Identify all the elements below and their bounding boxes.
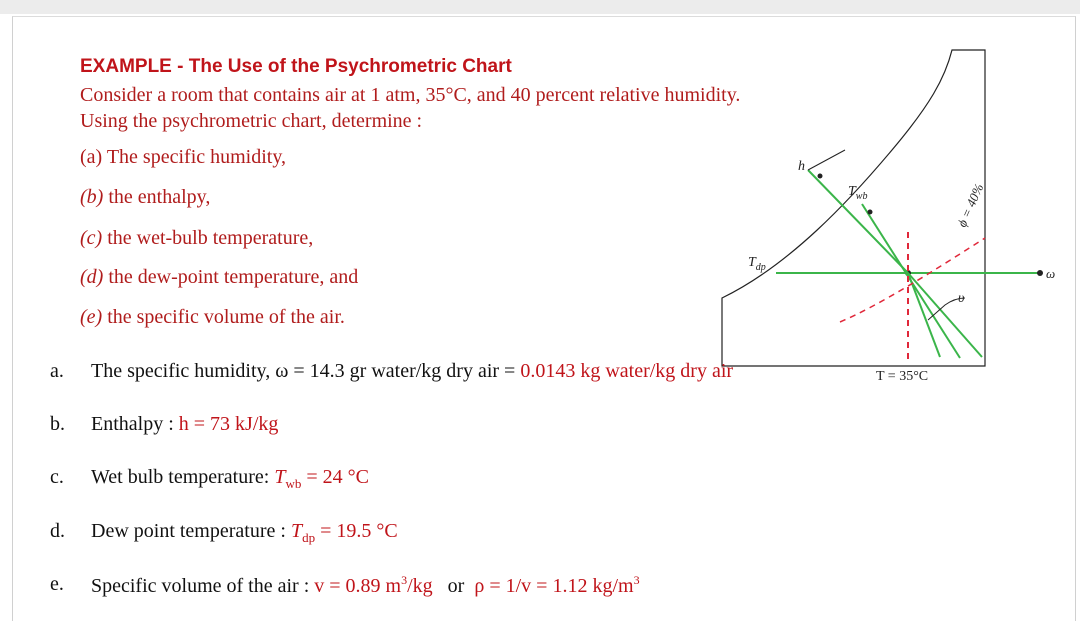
intro-line-1: Consider a room that contains air at 1 atm, 35°C, and 40 percent relative humidity. [80, 84, 741, 106]
label-v: υ [958, 291, 965, 306]
enthalpy-line [808, 170, 908, 273]
enthalpy-line-lower [908, 273, 982, 357]
answer-mark: c. [50, 466, 64, 488]
label-temperature: T = 35°C [876, 369, 929, 384]
answer-text: Dew point temperature : $T_{dp} = 19.5$ °C [91, 520, 398, 545]
part-mark: (e) [80, 306, 103, 328]
answer-text: The specific humidity, ω = 14.3 gr water/kg dry air = 0.0143 kg water/kg dry air [91, 360, 734, 382]
label-twb: $T_{wb}$ [848, 184, 868, 202]
enthalpy-leader [808, 150, 845, 170]
enthalpy-dot [818, 174, 823, 179]
answer-value-rho: ρ = 1/v = 1.12 $kg/m^3$ [474, 573, 640, 597]
part-mark: (b) [80, 186, 104, 208]
part-text: the specific volume of the air. [102, 306, 345, 328]
omega-end-dot [1037, 270, 1043, 276]
answer-value: h = 73 kJ/kg [178, 413, 279, 435]
label-phi: ϕ = 40% [954, 181, 987, 230]
chart-outline [722, 50, 985, 366]
answer-value: 0.0143 kg water/kg dry air [520, 360, 734, 382]
answer-value-v: v = 0.89 $m^3/kg$ [314, 573, 433, 597]
wet-bulb-dot [868, 210, 873, 215]
answer-mark: a. [50, 360, 64, 382]
intro-line-2: Using the psychrometric chart, determine : [80, 110, 423, 132]
label-omega: ω [1046, 266, 1056, 281]
answer-mark: b. [50, 413, 65, 435]
example-title: EXAMPLE - The Use of the Psychrometric Chart [80, 56, 512, 77]
answer-mark: e. [50, 573, 64, 595]
answer-value: $T_{wb} = 24$ °C [274, 466, 369, 491]
phi-curve [840, 238, 985, 322]
part-mark: (a) [80, 146, 103, 168]
volume-line [908, 273, 940, 357]
label-h: h [798, 159, 805, 174]
part-text: the wet-bulb temperature, [102, 227, 314, 249]
answer-mark: d. [50, 520, 65, 542]
part-text: The specific humidity, [102, 146, 287, 168]
answer-text: Specific volume of the air : v = 0.89 $m^3/kg$ or ρ = 1/v = 1.12 $kg/m^3$ [91, 573, 640, 597]
part-text: the dew-point temperature, and [103, 266, 359, 288]
part-mark: (c) [80, 227, 103, 249]
answer-text: Wet bulb temperature: $T_{wb} = 24$ °C [91, 466, 369, 491]
part-text: the enthalpy, [103, 186, 211, 208]
answer-text: Enthalpy : h = 73 kJ/kg [91, 413, 279, 435]
part-mark: (d) [80, 266, 104, 288]
label-tdp: $T_{dp}$ [748, 255, 766, 273]
answer-value: $T_{dp} = 19.5$ °C [290, 520, 398, 545]
